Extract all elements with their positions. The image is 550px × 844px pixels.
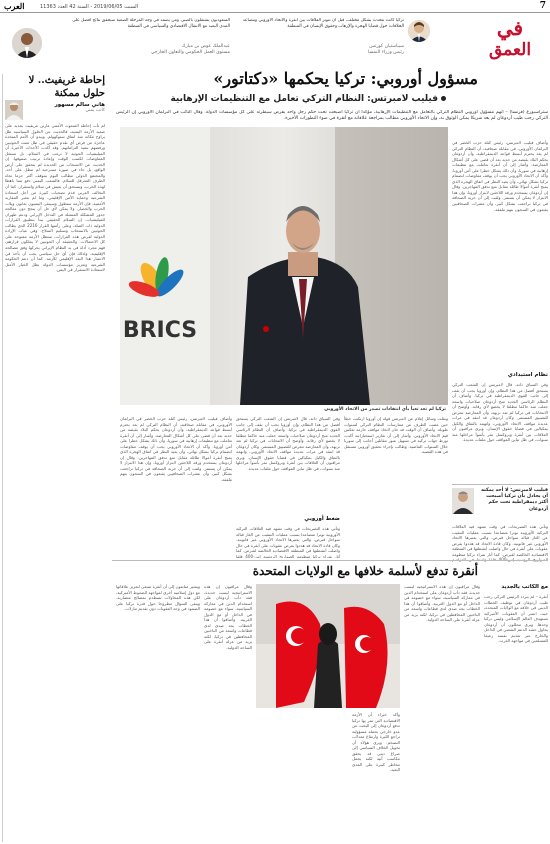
article-intro: ستراسبورغ (فرنسا) – اتهم مسؤول أوروبي النظام التركي بالتعامل مع التنظيمات الإرهابية، مؤكدا أن تركيا أصبحت تحت حكم رجل واحد يفرض سيطرته على كل مؤسسات الدولة. وقال النائب في البرلمان الأوروبي إن الرئيس التركي رجب طيب أردوغان لم يعد شريكا يمكن الوثوق به، وإن الاتحاد الأوروبي مطالب بمراجعة علاقاته مع أنقرة في ضوء التطورات الأخيرة.	[116, 110, 548, 121]
article-column: ونقلت وسائل إعلام عن لامبرتس قوله إن أوروبا ارتكبت خطأ حين غضت الطرف عن ممارسات النظام التركي لسنوات طويلة. وأضاف أن الوقت قد حان لاتخاذ مواقف حازمة تعكس قيم الاتحاد الأوروبي. وأشار إلى أن تقارير استخباراتية أكدت تورط جهات تركية في تسهيل عبور مقاتلين أجانب إلى سوريا خلال السنوات الماضية. وطالب بإجراء تحقيق أوروبي مستقل في هذه القضية.	[344, 416, 448, 455]
opinion-body: لم تأت إحاطة المبعوث الأممي مارتن غريفيث بجديد على صعيد الأزمة اليمنية، فالحديث عن الحلول السياسية ظل يراوح مكانه منذ اتفاق ستوكهولم. ويبدو أن الأمم المتحدة عاجزة عن فرض أي تقدم حقيقي في ظل تعنت الحوثيين ورفضهم تنفيذ التزاماتهم. وقد أكدت الأحداث الأخيرة أن الميليشيات الحوثية لا ترغب في السلام، بل تستغل المفاوضات لكسب الوقت وإعادة ترتيب صفوفها. إن الحديث عن الانسحاب من الحديدة لم يتحقق على أرض الواقع، بل جاء في صورة مسرحية لم تنطل على أحد. والمجتمع الدولي مطالب اليوم بموقف أكثر حزما تجاه الطرف المعرقل للسلام. فالشعب اليمني دفع ثمنا باهظا لهذه الحرب، ويستحق أن يعيش في سلام واستقرار. كما أن التحالف العربي قدم تضحيات كبيرة من أجل استعادة الشرعية وحماية الأمن الإقليمي. وما لم تتغير المقاربة الأممية، فإن الأزمة ستطول وسيبقى اليمنيون يعانون ويلات الحرب والحصار. ولا يمكن لأي حل أن ينجح دون معالجة جذور المشكلة المتمثلة في التدخل الإيراني ودعم طهران للميليشيات. إن السلام الحقيقي يبدأ بتطبيق القرارات الدولية ذات الصلة، وعلى رأسها القرار 2216 الذي يطالب الحوثيين بالانسحاب وتسليم السلاح. وفي غياب الإرادة الدولية لفرض هذه القرارات، ستظل الأزمة مفتوحة على كل الاحتمالات. والحقيقة أن الحوثيين لا يملكون قرارهم، فهم مجرد أداة في يد النظام الإيراني يحركها وفق مصالحه الإقليمية. ولذلك فإن أي حل سياسي يجب أن يأخذ في الاعتبار هذا البعد الإقليمي للأزمة. كما أن دعم الحكومة الشرعية وتعزيز مؤسسات الدولة يظل الخيار الأمثل لاستعادة الاستقرار في اليمن.	[5, 123, 105, 273]
article-column: وأضاف فيليب لامبرتس، رئيس كتلة حزب الخضر في البرلمان الأوروبي، في مقابلة صحافية، أن النظام التركي لم يعد يحترم أبسط قواعد الديمقراطية، وأن أردوغان يحكم البلاد بقبضة من حديد بعد أن قضى على كل أشكال المعارضة. وأشار إلى أن أنقرة تعاملت مع تنظيمات إرهابية في سوريا، وأن ذلك يشكل خطرا على أمن أوروبا. وأكد أن الاتحاد الأوروبي يجب أن يوقف مفاوضات انضمام تركيا بشكل نهائي، وأن يعيد النظر في اتفاق الهجرة الذي يمنح أنقرة أموالا طائلة مقابل منع تدفق المهاجرين. وقال إن أردوغان يستخدم ورقة اللاجئين لابتزاز أوروبا، وإن هذا الابتزاز لا يمكن أن يستمر. ولفت إلى أن حرية الصحافة في تركيا تراجعت بشكل كبير، وأن عشرات الصحافيين يقبعون في السجون بتهم ملفقة.	[452, 140, 548, 212]
section2-column: أنقرة – لم يتردد الرئيس التركي رجب طيب أردوغان في توظيف الخطاب الديني في خلافه مع الولايات المتحدة، حيث اعتبر أن العقوبات الأميركية تستهدف العالم الإسلامي وليس تركيا وحدها. ويرى محللون أن أردوغان يحاول حشد الدعم الشعبي في الداخل والخارج عبر تقديم نفسه زعيما للمسلمين في مواجهة الغرب.	[484, 594, 548, 644]
teaser-name-text: سيباستيان كورتس	[369, 44, 404, 49]
quote-text: فيليب لامبرتس: لا أحد يمكنه أن يجادل بأن تركيا أصبحت أكثر ديمقراطية تحت حكم أردوغان	[481, 488, 548, 512]
section2-kicker: مع الكاتب بالجديد	[501, 584, 548, 590]
article-subtitle: نظام استبدادي	[507, 372, 548, 378]
issue-line: السبت 2019/06/05 - السنة 42 العدد 11363	[40, 4, 138, 10]
teaser-quote: تركيا كانت تتحدث بشكل مختلف، قبل أن تتوتر العلاقات بين أنقرة والاتحاد الأوروبي وتتصاعد الخلافات حول قضايا الهجرة والإرهاب وحقوق الإنسان في المنطقة	[242, 18, 404, 30]
page-number: 7	[539, 1, 546, 11]
avatar	[12, 28, 42, 58]
divider	[112, 560, 548, 561]
article-column: وتأتي هذه التصريحات في وقت تشهد فيه العلاقات التركية الأوروبية توترا متصاعدا بسبب عمليات التنقيب عن الغاز قبالة سواحل قبرص، والتي يعتبرها الاتحاد الأوروبي غير قانونية. وكان قادة الاتحاد قد هددوا بفرض عقوبات على أنقرة في حال واصلت أنشطتها في المنطقة الاقتصادية الخالصة لقبرص. كما أثار شراء تركيا منظومة الصواريخ الروسية إس-400 قلقا	[236, 526, 340, 558]
teaser-role-text: رئيس وزراء النمسا	[368, 50, 404, 55]
article-column: وتأتي هذه التصريحات في وقت تشهد فيه العلاقات التركية الأوروبية توترا متصاعدا بسبب عمليات التنقيب عن الغاز قبالة سواحل قبرص، والتي يعتبرها الاتحاد الأوروبي غير قانونية. وكان قادة الاتحاد قد هددوا بفرض عقوبات على أنقرة في حال واصلت أنشطتها في المنطقة الاقتصادية الخالصة لقبرص. كما أثار شراء تركيا منظومة	[452, 524, 548, 557]
erdogan-photo	[120, 127, 448, 405]
article-column: وفي السياق ذاته، قال لامبرتس إن الشعب التركي يستحق أفضل من هذا النظام، وإن أوروبا يجب أن تقف إلى جانب القوى الديمقراطية في تركيا. وأضاف أن النظام الرئاسي الجديد منح أردوغان صلاحيات واسعة جعلت منه حاكما مطلقا لا يخضع لأي رقابة. وأوضح أن الانتخابات في تركيا لم تعد نزيهة، وأن المعارضة تتعرض للتضييق المستمر. وكان أردوغان قد انتقد في مرات عديدة مواقف الاتحاد الأوروبي، واتهمه بالنفاق والكيل بمكيالين في قضايا حقوق الإنسان. ويرى مراقبون أن العلاقات بين أنقرة وبروكسل تمر بأسوأ مراحلها منذ سنوات، في ظل تباين المواقف حول ملفات عديدة.	[452, 382, 548, 443]
article-subtitle: ضغط أوروبي	[304, 516, 340, 522]
teaser-name-text: عبدالملك عوض بن مبارك	[181, 44, 230, 49]
teaser-role-text: مستوى العمل الحكومي والتعاون الخارجي	[150, 50, 230, 55]
divider	[452, 484, 548, 485]
teaser-role	[70, 50, 230, 56]
section2-column: وأكد خبراء أن الأزمة الاقتصادية التي تمر بها تركيا تدفع أردوغان إلى البحث عن عدو خارجي يحمله مسؤولية تراجع الليرة وارتفاع معدلات التضخم. ويرى هؤلاء أن تحويل الخلاف السياسي إلى صراع ديني قد يحقق مكاسب آنية لكنه يحمل مخاطر كبيرة على المدى البعيد.	[352, 712, 400, 773]
opinion-title: إحاطة غريفيث.. لا حلول ممكنة	[28, 75, 105, 99]
turkey-flag-photo	[256, 584, 400, 708]
avatar	[408, 20, 430, 42]
section-title-line1: في	[496, 16, 524, 40]
section2-column: وقال مراقبون إن هذه الاستراتيجية ليست جديدة، فقد دأب أردوغان على استخدام الدين في معاركه السياسية، سواء مع خصومه في الداخل أو مع الدول الغربية. وأضافوا أن هذا الخطاب يجد صدى لدى قطاعات واسعة من الناخبين المحافظين في تركيا، لكنه يزيد من عزلة أنقرة على الساحة الدولية.	[204, 584, 252, 651]
photo-caption: تركيا لم تعد تعبأ بأي انتقادات تصدر من الاتحاد الأوروبي	[324, 407, 446, 412]
author-block	[5, 102, 105, 120]
brics-logo-text: BRICS	[122, 318, 198, 343]
top-bar	[0, 0, 550, 13]
section2-headline: أنقرة تدفع لأسلمة خلافها مع الولايات المتحدة	[252, 564, 478, 578]
author-photo	[5, 100, 23, 120]
subhead: فيليب لامبرتس: النظام التركي تعامل مع التنظيمات الإرهابية	[116, 94, 446, 104]
quote-box	[452, 486, 548, 522]
main-headline: مسؤول أوروبي: تركيا يحكمها «دكتاتور»	[213, 69, 478, 88]
author-name: هاني سالم مسهور	[54, 102, 105, 108]
teaser-quote: السعوديون يشتغلون بالصبر، ومن يصمد في وجه المرحلة الصعبة سيحقق نتائج أفضل على المدى البعيد مع الانتقال الاقتصادي والسياسي في المنطقة	[72, 18, 230, 30]
section-title	[474, 17, 546, 69]
section-title-line2: العمق	[488, 40, 532, 60]
newspaper-brand: العرب	[4, 1, 25, 11]
section2-column: ويشير متابعون إلى أن أنقرة تسعى لتعزيز علاقاتها مع دول إسلامية أخرى لمواجهة الضغوط الأميركية، لكن هذه المحاولات تصطدم بمصالح متضاربة. ويبقى السؤال مطروحا حول قدرة تركيا على الصمود في وجه العقوبات دون تقديم تنازلات.	[116, 584, 200, 612]
opinion-column	[2, 74, 105, 842]
quote-avatar	[452, 488, 474, 514]
author-role: كاتب يمني	[85, 108, 105, 113]
article-column: وأضاف فيليب لامبرتس، رئيس كتلة حزب الخضر في البرلمان الأوروبي، في مقابلة صحافية، أن النظام التركي لم يعد يحترم أبسط قواعد الديمقراطية، وأن أردوغان يحكم البلاد بقبضة من حديد بعد أن قضى على كل أشكال المعارضة. وأشار إلى أن أنقرة تعاملت مع تنظيمات إرهابية في سوريا، وأن ذلك يشكل خطرا على أمن أوروبا. وأكد أن الاتحاد الأوروبي يجب أن يوقف مفاوضات انضمام تركيا بشكل نهائي، وأن يعيد النظر في اتفاق الهجرة الذي يمنح أنقرة أموالا طائلة مقابل منع تدفق المهاجرين. وقال إن أردوغان يستخدم ورقة اللاجئين لابتزاز أوروبا، وإن هذا الابتزاز لا يمكن أن يستمر. ولفت إلى أن حرية الصحافة في تركيا تراجعت بشكل كبير، وأن عشرات الصحافيين يقبعون في السجون بتهم ملفقة.	[120, 416, 232, 483]
teaser-role	[239, 50, 404, 56]
article-column: وفي السياق ذاته، قال لامبرتس إن الشعب التركي يستحق أفضل من هذا النظام، وإن أوروبا يجب أن تقف إلى جانب القوى الديمقراطية في تركيا. وأضاف أن النظام الرئاسي الجديد منح أردوغان صلاحيات واسعة جعلت منه حاكما مطلقا لا يخضع لأي رقابة. وأوضح أن الانتخابات في تركيا لم تعد نزيهة، وأن المعارضة تتعرض للتضييق المستمر. وكان أردوغان قد انتقد في مرات عديدة مواقف الاتحاد الأوروبي، واتهمه بالنفاق والكيل بمكيالين في قضايا حقوق الإنسان. ويرى مراقبون أن العلاقات بين أنقرة وبروكسل تمر بأسوأ مراحلها منذ سنوات، في ظل تباين المواقف حول ملفات عديدة.	[236, 416, 340, 471]
section2-column: وقال مراقبون إن هذه الاستراتيجية ليست جديدة، فقد دأب أردوغان على استخدام الدين في معاركه السياسية، سواء مع خصومه في الداخل أو مع الدول الغربية. وأضافوا أن هذا الخطاب يجد صدى لدى قطاعات واسعة من الناخبين المحافظين في تركيا، لكنه يزيد من عزلة أنقرة على الساحة الدولية.	[404, 584, 480, 623]
